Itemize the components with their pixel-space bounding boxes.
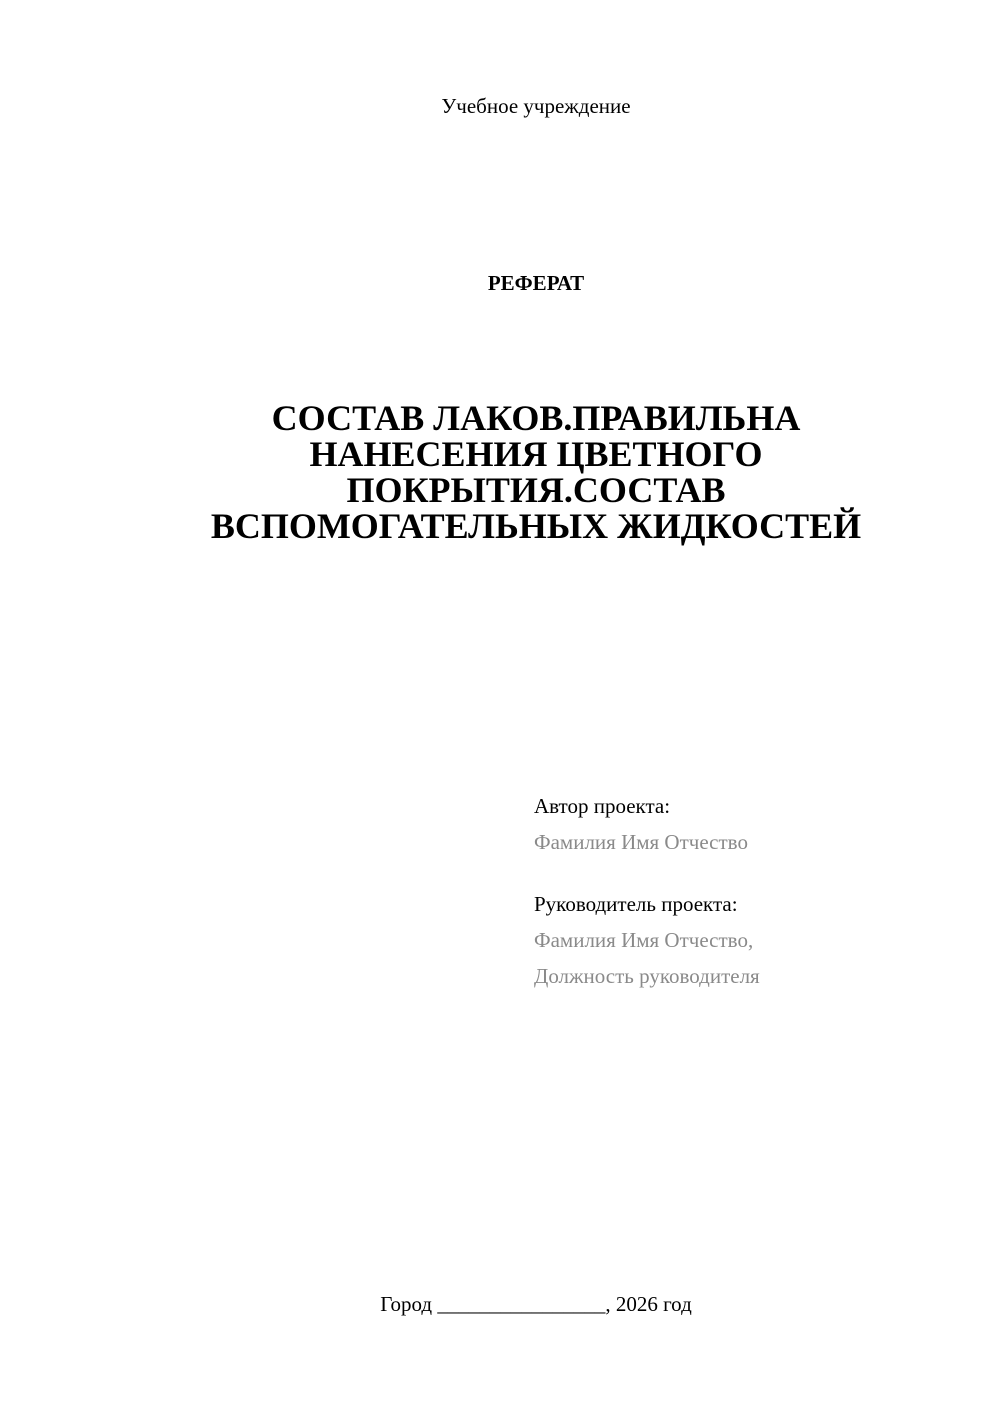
supervisor-name: Фамилия Имя Отчество, [534,928,754,952]
credits-block [534,788,974,994]
document-type: РЕФЕРАТ [487,271,585,295]
title-line: ВСПОМОГАТЕЛЬНЫХ ЖИДКОСТЕЙ [210,506,862,546]
author-name: Фамилия Имя Отчество [534,830,748,854]
supervisor-label: Руководитель проекта: [534,892,738,916]
document-title [150,400,922,544]
title-line: СОСТАВ ЛАКОВ.ПРАВИЛЬНА [271,398,801,438]
supervisor-position: Должность руководителя [534,964,760,988]
institution-name: Учебное учреждение [441,94,631,118]
title-line: ПОКРЫТИЯ.СОСТАВ [346,470,726,510]
author-label: Автор проекта: [534,794,671,818]
credits-spacer [534,860,974,886]
city-year-line: Город ________________, 2026 год [380,1292,692,1316]
title-line: НАНЕСЕНИЯ ЦВЕТНОГО [309,434,763,474]
